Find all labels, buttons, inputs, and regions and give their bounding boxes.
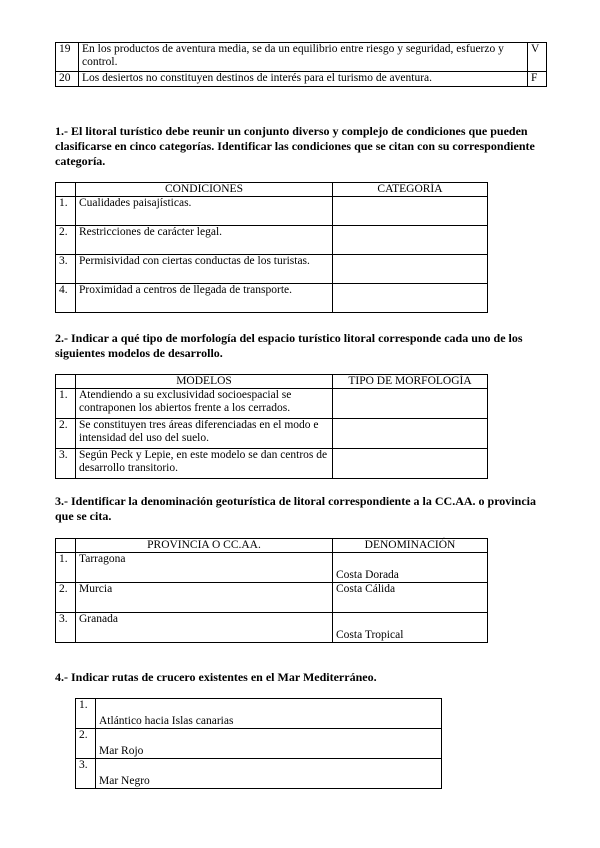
- row-number: 3.: [76, 759, 96, 789]
- province-text: Granada: [76, 613, 333, 643]
- province-text: Murcia: [76, 583, 333, 613]
- header-denomination: DENOMINACIÓN: [333, 539, 488, 553]
- answer-cell: F: [528, 72, 547, 87]
- category-cell[interactable]: [333, 255, 488, 284]
- table-header-row: [56, 183, 488, 197]
- row-number: 4.: [56, 284, 76, 313]
- table-header-row: [56, 375, 488, 389]
- condition-text: Cualidades paisajísticas.: [76, 197, 333, 226]
- model-text: Se constituyen tres áreas diferenciadas en el modo e intensidad del uso del suelo.: [76, 419, 333, 449]
- table-row: [56, 43, 547, 72]
- row-number: 1.: [56, 389, 76, 419]
- condition-text: Restricciones de carácter legal.: [76, 226, 333, 255]
- denomination-table: [55, 538, 488, 643]
- table-row: [56, 226, 488, 255]
- table-row: [76, 759, 442, 789]
- row-number: 19: [56, 43, 79, 72]
- row-number: 1.: [56, 553, 76, 583]
- header-morphology: TIPO DE MORFOLOGÍA: [333, 375, 488, 389]
- row-number: 1.: [56, 197, 76, 226]
- table-header-row: [56, 539, 488, 553]
- table-row: [56, 197, 488, 226]
- question-1-heading: 1.- El litoral turístico debe reunir un conjunto diverso y complejo de condiciones que pueden clasificarse en cinco categorías. Identificar las condiciones que se citan con su correspondiente categoría.: [55, 124, 535, 168]
- question-3-heading: 3.- Identificar la denominación geoturística de litoral correspondiente a la CC.AA. o provincia que se cita.: [55, 494, 536, 523]
- condition-text: Proximidad a centros de llegada de transporte.: [76, 284, 333, 313]
- table-row: [56, 72, 547, 87]
- category-cell[interactable]: [333, 226, 488, 255]
- statement-text: Los desiertos no constituyen destinos de interés para el turismo de aventura.: [79, 72, 528, 87]
- question-4-heading: 4.- Indicar rutas de crucero existentes en el Mar Mediterráneo.: [55, 670, 377, 684]
- route-cell[interactable]: Mar Rojo: [96, 729, 442, 759]
- row-number: 20: [56, 72, 79, 87]
- header-province: PROVINCIA O CC.AA.: [76, 539, 333, 553]
- row-number: 3.: [56, 255, 76, 284]
- row-number: 2.: [56, 583, 76, 613]
- table-row: [76, 699, 442, 729]
- morphology-cell[interactable]: [333, 449, 488, 479]
- header-models: MODELOS: [76, 375, 333, 389]
- row-number: 2.: [56, 226, 76, 255]
- header-conditions: CONDICIONES: [76, 183, 333, 197]
- morphology-cell[interactable]: [333, 419, 488, 449]
- table-row: [56, 613, 488, 643]
- denomination-cell[interactable]: Costa Dorada: [333, 553, 488, 583]
- denomination-cell[interactable]: Costa Cálida: [333, 583, 488, 613]
- question-2-heading: 2.- Indicar a qué tipo de morfología del espacio turístico litoral corresponde cada uno de los siguientes modelos de desarrollo.: [55, 331, 523, 360]
- cruise-routes-table: [75, 698, 442, 789]
- category-cell[interactable]: [333, 284, 488, 313]
- category-cell[interactable]: [333, 197, 488, 226]
- row-number: 3.: [56, 613, 76, 643]
- header-blank: [56, 375, 76, 389]
- conditions-table: [55, 182, 488, 313]
- model-text: Atendiendo a su exclusividad socioespacial se contraponen los abiertos frente a los cerrados.: [76, 389, 333, 419]
- row-number: 2.: [76, 729, 96, 759]
- model-text: Según Peck y Lepie, en este modelo se dan centros de desarrollo transitorio.: [76, 449, 333, 479]
- header-category: CATEGORÍA: [333, 183, 488, 197]
- answer-cell: V: [528, 43, 547, 72]
- row-number: 2.: [56, 419, 76, 449]
- statement-text: En los productos de aventura media, se da un equilibrio entre riesgo y seguridad, esfuerzo y control.: [79, 43, 528, 72]
- route-cell[interactable]: Atlántico hacia Islas canarias: [96, 699, 442, 729]
- condition-text: Permisividad con ciertas conductas de los turistas.: [76, 255, 333, 284]
- table-row: [76, 729, 442, 759]
- row-number: 3.: [56, 449, 76, 479]
- province-text: Tarragona: [76, 553, 333, 583]
- table-row: [56, 449, 488, 479]
- table-row: [56, 255, 488, 284]
- table-row: [56, 389, 488, 419]
- header-blank: [56, 183, 76, 197]
- true-false-table: [55, 42, 547, 87]
- table-row: [56, 553, 488, 583]
- table-row: [56, 284, 488, 313]
- route-cell[interactable]: Mar Negro: [96, 759, 442, 789]
- models-table: [55, 374, 488, 479]
- morphology-cell[interactable]: [333, 389, 488, 419]
- header-blank: [56, 539, 76, 553]
- table-row: [56, 419, 488, 449]
- table-row: [56, 583, 488, 613]
- denomination-cell[interactable]: Costa Tropical: [333, 613, 488, 643]
- row-number: 1.: [76, 699, 96, 729]
